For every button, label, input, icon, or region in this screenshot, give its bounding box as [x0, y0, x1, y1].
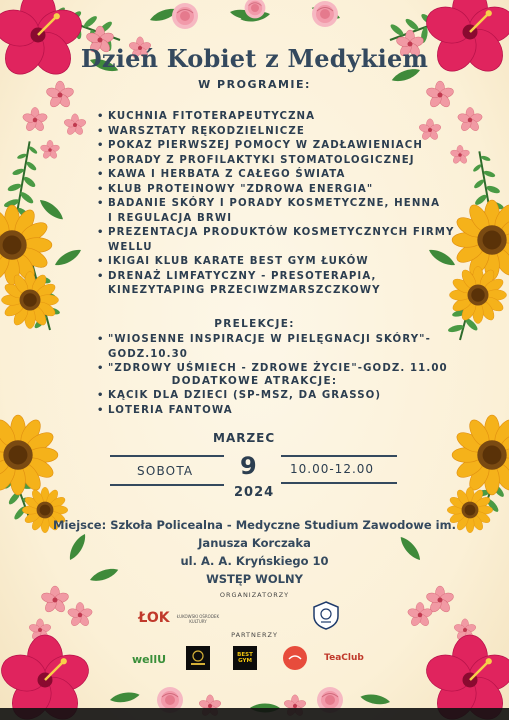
- date-hours: 10.00-12.00: [290, 462, 375, 476]
- date-year: 2024: [234, 485, 275, 500]
- list-item-continued: WELLU: [108, 241, 153, 253]
- organizers-label: ORGANIZATORZY: [219, 591, 290, 599]
- school-crest-icon: [312, 600, 340, 630]
- divider: [110, 455, 224, 457]
- divider: [281, 455, 397, 457]
- list-item: • BADANIE SKÓRY I PORADY KOSMETYCZNE, HENNA: [100, 197, 440, 212]
- date-day-name: SOBOTA: [137, 464, 194, 478]
- lectures-list: [100, 333, 448, 377]
- venue-line: Miejsce: Szkoła Policealna - Medyczne Studium Zawodowe im.: [53, 518, 456, 532]
- list-item-continued: KINEZYTAPING PRZECIWZMARSZCZKOWY: [108, 285, 381, 296]
- list-item: • KLUB PROTEINOWY "ZDROWA ENERGIA": [100, 183, 440, 198]
- list-item: • "WIOSENNE INSPIRACJE W PIELĘGNACJI SKÓRY"-: [100, 333, 440, 348]
- date-month: MARZEC: [213, 431, 276, 445]
- list-item: • KAWA I HERBATA Z CAŁEGO ŚWIATA: [100, 168, 440, 183]
- program-list: [100, 110, 455, 299]
- divider: [281, 482, 397, 484]
- venue-address: ul. A. A. Kryńskiego 10: [180, 554, 329, 568]
- divider: [110, 484, 224, 486]
- list-item: • KĄCIK DLA DZIECI (SP-MSZ, DA GRASSO): [100, 389, 440, 404]
- best-gym-logo: BEST GYM: [233, 646, 257, 670]
- list-item: • PREZENTACJA PRODUKTÓW KOSMETYCZNYCH FIRMY: [100, 226, 440, 241]
- poster-title: Dzień Kobiet z Medykiem: [80, 44, 429, 73]
- list-item: • WARSZTATY RĘKODZIELNICZE: [100, 125, 440, 140]
- lok-logo-caption: ŁUKOWSKI OŚRODEK KULTURY: [176, 614, 220, 624]
- extras-heading: DODATKOWE ATRAKCJE:: [171, 375, 338, 387]
- program-heading: W PROGRAMIE:: [198, 78, 311, 91]
- extras-list: [100, 389, 440, 418]
- lok-logo: ŁOK: [138, 610, 170, 626]
- venue-line: Janusza Korczaka: [198, 536, 311, 550]
- list-item: • POKAZ PIERWSZEJ POMOCY W ZADŁAWIENIACH: [100, 139, 440, 154]
- list-item: • PORADY Z PROFILAKTYKI STOMATOLOGICZNEJ: [100, 154, 440, 169]
- list-item: • LOTERIA FANTOWA: [100, 404, 440, 419]
- list-item: • IKIGAI KLUB KARATE BEST GYM ŁUKÓW: [100, 255, 440, 270]
- list-item: • KUCHNIA FITOTERAPEUTYCZNA: [100, 110, 440, 125]
- list-item: • DRENAŻ LIMFATYCZNY - PRESOTERAPIA,: [100, 270, 440, 285]
- list-item-continued: I REGULACJA BRWI: [108, 212, 233, 224]
- admission: WSTĘP WOLNY: [206, 572, 303, 586]
- date-day-number: 9: [240, 452, 257, 480]
- list-item-continued: GODZ.10.30: [108, 348, 188, 360]
- partners-label: PARTNERZY: [231, 631, 278, 639]
- teaclub-logo: TeaClub: [324, 653, 364, 663]
- ikigai-logo-icon: [186, 646, 210, 670]
- wellu-logo: wellU: [131, 652, 167, 666]
- partner-logo-red-icon: [282, 645, 308, 671]
- list-item: • "ZDROWY UŚMIECH - ZDROWE ŻYCIE"-GODZ. 11.00: [100, 362, 440, 377]
- lectures-heading: PRELEKCJE:: [214, 318, 295, 330]
